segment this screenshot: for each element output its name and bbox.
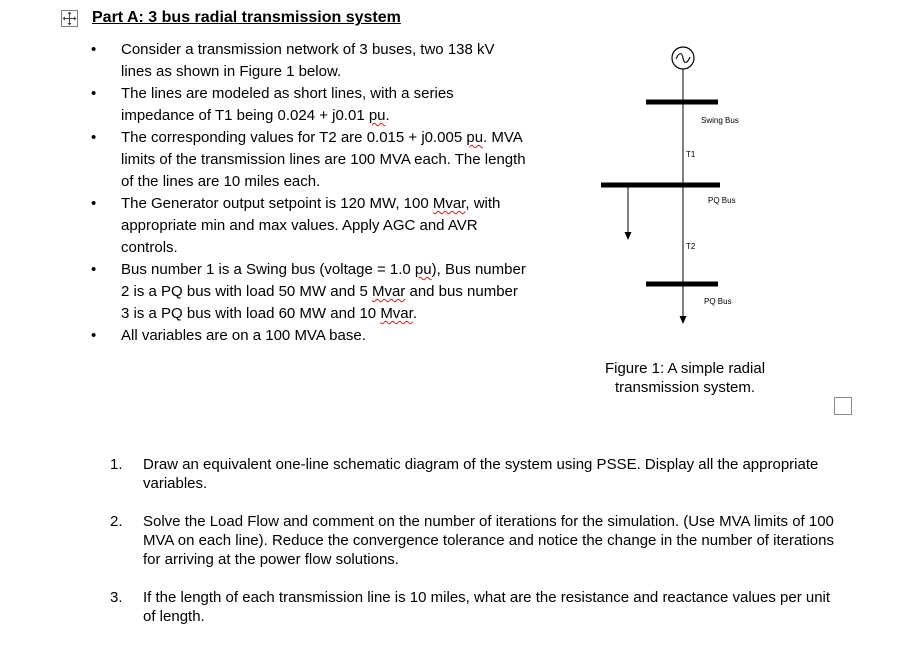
figure-caption: Figure 1: A simple radial transmission system.	[604, 360, 766, 396]
assumptions-list	[88, 39, 528, 347]
question-item	[110, 588, 835, 626]
load-arrow-icon	[625, 232, 632, 240]
pq-bus-2-label: PQ Bus	[704, 297, 732, 306]
spellcheck-word[interactable]: Mvar	[432, 195, 466, 212]
list-item: • The Generator output setpoint is 120 MW, 100 Mvar, with appropriate min and max values. Apply AGC and AVR controls.	[88, 193, 528, 259]
list-item: • The corresponding values for T2 are 0.015 + j0.005 pu. MVA limits of the transmission lines are 100 MVA each. The length of the lines are 10 miles each.	[88, 127, 528, 193]
spellcheck-word[interactable]: pu	[466, 129, 484, 146]
checkbox[interactable]	[834, 397, 852, 415]
question-item	[110, 512, 835, 588]
spellcheck-word[interactable]: pu	[368, 107, 386, 124]
swing-bus-label: Swing Bus	[701, 116, 739, 125]
question-number: 2.	[110, 513, 123, 530]
t2-label: T2	[686, 242, 696, 251]
spellcheck-word[interactable]: Mvar	[380, 305, 413, 322]
list-item: • All variables are on a 100 MVA base.	[88, 325, 528, 347]
question-text: Draw an equivalent one-line schematic diagram of the system using PSSE. Display all the appropriate variables.	[143, 456, 819, 492]
question-number: 3.	[110, 589, 123, 606]
questions-list	[110, 455, 835, 626]
question-item	[110, 455, 835, 512]
one-line-diagram	[590, 36, 790, 336]
question-text: Solve the Load Flow and comment on the number of iterations for the simulation. (Use MVA limits of 100 MVA on each line). Reduce the convergence tolerance and notice the change in the number of iterations for arriving at the power flow solutions.	[143, 513, 834, 568]
question-text: If the length of each transmission line is 10 miles, what are the resistance and reactance values per unit of length.	[143, 589, 831, 625]
table-move-handle[interactable]	[61, 10, 78, 27]
t1-label: T1	[686, 150, 696, 159]
list-item: • The lines are modeled as short lines, with a series impedance of T1 being 0.024 + j0.01 pu.	[88, 83, 528, 127]
section-heading: Part A: 3 bus radial transmission system	[92, 9, 401, 26]
question-number: 1.	[110, 456, 123, 473]
list-item: • Bus number 1 is a Swing bus (voltage = 1.0 pu), Bus number 2 is a PQ bus with load 50 MW and 5 Mvar and bus number 3 is a PQ bus with load 60 MW and 10 Mvar.	[88, 259, 528, 325]
spellcheck-word[interactable]: pu	[414, 261, 432, 278]
list-item: • Consider a transmission network of 3 buses, two 138 kV lines as shown in Figure 1 below.	[88, 39, 528, 83]
spellcheck-word[interactable]: Mvar	[371, 283, 406, 300]
move-cross-icon	[62, 11, 77, 26]
load-arrow-icon	[680, 316, 687, 324]
pq-bus-1-label: PQ Bus	[708, 196, 736, 205]
